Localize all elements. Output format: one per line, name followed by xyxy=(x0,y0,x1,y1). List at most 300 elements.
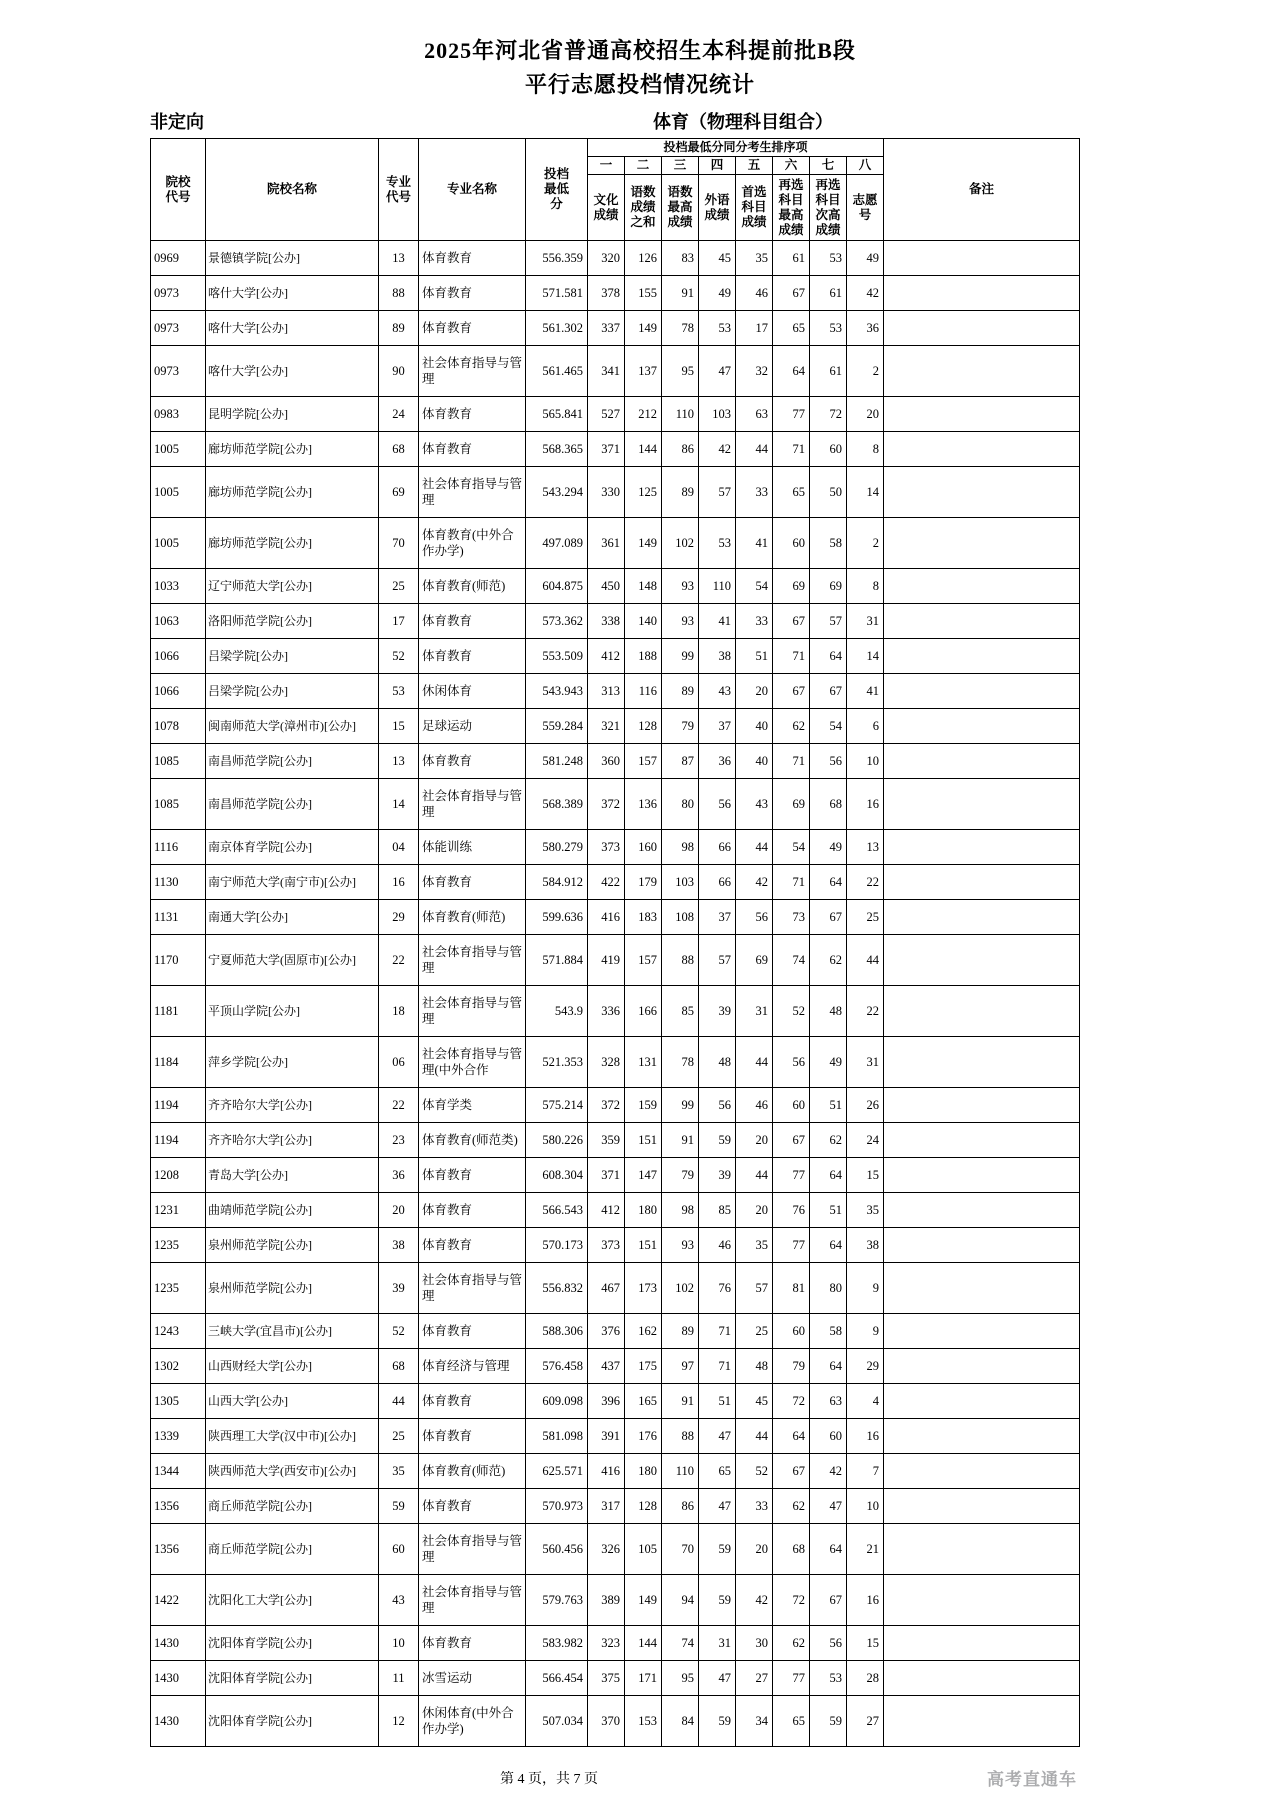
remark-cell xyxy=(884,432,1080,467)
remark-cell xyxy=(884,276,1080,311)
tiebreak-cell-4: 53 xyxy=(699,311,736,346)
tiebreak-cell-4: 41 xyxy=(699,604,736,639)
tiebreak-cell-1: 416 xyxy=(588,1454,625,1489)
tiebreak-cell-5: 33 xyxy=(736,467,773,518)
tiebreak-cell-6: 67 xyxy=(773,1123,810,1158)
tiebreak-cell-5: 40 xyxy=(736,744,773,779)
remark-cell xyxy=(884,1228,1080,1263)
min-score-cell: 579.763 xyxy=(526,1575,588,1626)
college-name-cell: 沈阳体育学院[公办] xyxy=(206,1661,379,1696)
min-score-cell: 604.875 xyxy=(526,569,588,604)
tiebreak-cell-6: 54 xyxy=(773,830,810,865)
tiebreak-cell-4: 71 xyxy=(699,1314,736,1349)
tiebreak-cell-3: 94 xyxy=(662,1575,699,1626)
tiebreak-cell-6: 62 xyxy=(773,709,810,744)
major-code-cell: 13 xyxy=(379,241,419,276)
tiebreak-cell-1: 321 xyxy=(588,709,625,744)
tiebreak-cell-3: 79 xyxy=(662,709,699,744)
tiebreak-cell-7: 62 xyxy=(810,1123,847,1158)
tiebreak-cell-1: 391 xyxy=(588,1419,625,1454)
college-code-cell: 1130 xyxy=(151,865,206,900)
college-name-cell: 曲靖师范学院[公办] xyxy=(206,1193,379,1228)
college-name-cell: 喀什大学[公办] xyxy=(206,311,379,346)
remark-cell xyxy=(884,986,1080,1037)
tiebreak-cell-8: 2 xyxy=(847,346,884,397)
tiebreak-cell-7: 48 xyxy=(810,986,847,1037)
remark-cell xyxy=(884,639,1080,674)
tiebreak-cell-6: 67 xyxy=(773,674,810,709)
college-name-cell: 山西财经大学[公办] xyxy=(206,1349,379,1384)
min-score-cell: 583.982 xyxy=(526,1626,588,1661)
tiebreak-cell-7: 59 xyxy=(810,1696,847,1747)
tiebreak-cell-5: 69 xyxy=(736,935,773,986)
tiebreak-cell-8: 7 xyxy=(847,1454,884,1489)
major-code-cell: 12 xyxy=(379,1696,419,1747)
tiebreak-cell-1: 370 xyxy=(588,1696,625,1747)
college-code-cell: 1005 xyxy=(151,432,206,467)
tiebreak-cell-5: 42 xyxy=(736,1575,773,1626)
category-label: 非定向 xyxy=(150,112,204,132)
tiebreak-cell-3: 108 xyxy=(662,900,699,935)
tiebreak-cell-3: 103 xyxy=(662,865,699,900)
tiebreak-cell-3: 99 xyxy=(662,1088,699,1123)
tiebreak-cell-4: 51 xyxy=(699,1384,736,1419)
college-code-cell: 1194 xyxy=(151,1123,206,1158)
tiebreak-cell-5: 40 xyxy=(736,709,773,744)
tiebreak-cell-2: 176 xyxy=(625,1419,662,1454)
college-code-cell: 1131 xyxy=(151,900,206,935)
tiebreak-cell-3: 86 xyxy=(662,1489,699,1524)
tiebreak-cell-6: 77 xyxy=(773,1661,810,1696)
tiebreak-cell-5: 44 xyxy=(736,1037,773,1088)
college-code-cell: 1430 xyxy=(151,1626,206,1661)
college-name-cell: 闽南师范大学(漳州市)[公办] xyxy=(206,709,379,744)
college-code-cell: 1066 xyxy=(151,639,206,674)
tiebreak-cell-2: 125 xyxy=(625,467,662,518)
college-name-cell: 辽宁师范大学[公办] xyxy=(206,569,379,604)
major-name-cell: 体育教育 xyxy=(419,639,526,674)
min-score-cell: 570.173 xyxy=(526,1228,588,1263)
tiebreak-cell-5: 46 xyxy=(736,1088,773,1123)
min-score-cell: 568.389 xyxy=(526,779,588,830)
tiebreak-cell-1: 361 xyxy=(588,518,625,569)
tiebreak-cell-5: 20 xyxy=(736,674,773,709)
college-code-cell: 0969 xyxy=(151,241,206,276)
min-score-cell: 584.912 xyxy=(526,865,588,900)
header-tiebreak-6: 再选科目最高成绩 xyxy=(773,175,810,241)
major-code-cell: 39 xyxy=(379,1263,419,1314)
college-code-cell: 1430 xyxy=(151,1661,206,1696)
major-code-cell: 04 xyxy=(379,830,419,865)
tiebreak-cell-7: 67 xyxy=(810,674,847,709)
min-score-cell: 566.543 xyxy=(526,1193,588,1228)
tiebreak-cell-5: 54 xyxy=(736,569,773,604)
tiebreak-cell-8: 31 xyxy=(847,604,884,639)
tiebreak-cell-4: 59 xyxy=(699,1123,736,1158)
major-code-cell: 17 xyxy=(379,604,419,639)
remark-cell xyxy=(884,779,1080,830)
major-name-cell: 社会体育指导与管理 xyxy=(419,467,526,518)
tiebreak-cell-7: 42 xyxy=(810,1454,847,1489)
tiebreak-cell-1: 437 xyxy=(588,1349,625,1384)
tiebreak-cell-2: 149 xyxy=(625,1575,662,1626)
tiebreak-cell-1: 396 xyxy=(588,1384,625,1419)
table-row xyxy=(151,1419,1080,1454)
tiebreak-cell-2: 166 xyxy=(625,986,662,1037)
tiebreak-cell-7: 67 xyxy=(810,900,847,935)
remark-cell xyxy=(884,604,1080,639)
tiebreak-cell-4: 37 xyxy=(699,900,736,935)
major-code-cell: 60 xyxy=(379,1524,419,1575)
major-name-cell: 冰雪运动 xyxy=(419,1661,526,1696)
tiebreak-cell-1: 378 xyxy=(588,276,625,311)
tiebreak-cell-7: 51 xyxy=(810,1193,847,1228)
tiebreak-cell-2: 147 xyxy=(625,1158,662,1193)
tiebreak-cell-5: 25 xyxy=(736,1314,773,1349)
tiebreak-cell-6: 65 xyxy=(773,1696,810,1747)
min-score-cell: 609.098 xyxy=(526,1384,588,1419)
table-row xyxy=(151,830,1080,865)
college-code-cell: 1181 xyxy=(151,986,206,1037)
tiebreak-cell-7: 64 xyxy=(810,639,847,674)
tiebreak-cell-3: 110 xyxy=(662,397,699,432)
tiebreak-cell-2: 212 xyxy=(625,397,662,432)
tiebreak-cell-4: 76 xyxy=(699,1263,736,1314)
tiebreak-cell-3: 78 xyxy=(662,311,699,346)
header-major-code: 专业代号 xyxy=(379,139,419,241)
table-row xyxy=(151,311,1080,346)
college-code-cell: 1194 xyxy=(151,1088,206,1123)
tiebreak-cell-8: 16 xyxy=(847,1575,884,1626)
tiebreak-cell-2: 149 xyxy=(625,518,662,569)
tiebreak-cell-5: 57 xyxy=(736,1263,773,1314)
tiebreak-cell-2: 126 xyxy=(625,241,662,276)
tiebreak-cell-8: 6 xyxy=(847,709,884,744)
tiebreak-cell-6: 69 xyxy=(773,569,810,604)
table-row xyxy=(151,432,1080,467)
tiebreak-cell-5: 42 xyxy=(736,865,773,900)
remark-cell xyxy=(884,467,1080,518)
tiebreak-cell-1: 313 xyxy=(588,674,625,709)
tiebreak-cell-6: 62 xyxy=(773,1489,810,1524)
major-code-cell: 53 xyxy=(379,674,419,709)
table-row xyxy=(151,604,1080,639)
tiebreak-cell-1: 317 xyxy=(588,1489,625,1524)
college-name-cell: 陕西师范大学(西安市)[公办] xyxy=(206,1454,379,1489)
tiebreak-cell-1: 320 xyxy=(588,241,625,276)
tiebreak-cell-7: 60 xyxy=(810,432,847,467)
college-name-cell: 南宁师范大学(南宁市)[公办] xyxy=(206,865,379,900)
major-name-cell: 休闲体育 xyxy=(419,674,526,709)
college-name-cell: 沈阳体育学院[公办] xyxy=(206,1696,379,1747)
major-code-cell: 24 xyxy=(379,397,419,432)
tiebreak-cell-5: 52 xyxy=(736,1454,773,1489)
tiebreak-cell-2: 171 xyxy=(625,1661,662,1696)
college-code-cell: 1231 xyxy=(151,1193,206,1228)
college-name-cell: 齐齐哈尔大学[公办] xyxy=(206,1123,379,1158)
college-name-cell: 南京体育学院[公办] xyxy=(206,830,379,865)
major-name-cell: 体育教育 xyxy=(419,1228,526,1263)
remark-cell xyxy=(884,674,1080,709)
tiebreak-cell-6: 81 xyxy=(773,1263,810,1314)
tiebreak-cell-1: 373 xyxy=(588,830,625,865)
tiebreak-cell-5: 33 xyxy=(736,604,773,639)
tiebreak-cell-6: 71 xyxy=(773,432,810,467)
tiebreak-cell-1: 376 xyxy=(588,1314,625,1349)
header-ordinal-7: 七 xyxy=(810,157,847,175)
tiebreak-cell-2: 160 xyxy=(625,830,662,865)
min-score-cell: 507.034 xyxy=(526,1696,588,1747)
tiebreak-cell-2: 144 xyxy=(625,1626,662,1661)
college-code-cell: 1116 xyxy=(151,830,206,865)
tiebreak-cell-1: 527 xyxy=(588,397,625,432)
header-tiebreak-1: 文化成绩 xyxy=(588,175,625,241)
tiebreak-cell-8: 20 xyxy=(847,397,884,432)
tiebreak-cell-4: 42 xyxy=(699,432,736,467)
tiebreak-cell-3: 89 xyxy=(662,467,699,518)
table-row xyxy=(151,397,1080,432)
tiebreak-cell-7: 47 xyxy=(810,1489,847,1524)
table-row xyxy=(151,569,1080,604)
major-code-cell: 23 xyxy=(379,1123,419,1158)
tiebreak-cell-1: 330 xyxy=(588,467,625,518)
tiebreak-cell-7: 49 xyxy=(810,830,847,865)
tiebreak-cell-5: 44 xyxy=(736,1419,773,1454)
remark-cell xyxy=(884,397,1080,432)
major-code-cell: 20 xyxy=(379,1193,419,1228)
table-row xyxy=(151,1524,1080,1575)
table-row xyxy=(151,1193,1080,1228)
college-code-cell: 0983 xyxy=(151,397,206,432)
tiebreak-cell-4: 47 xyxy=(699,1419,736,1454)
tiebreak-cell-8: 4 xyxy=(847,1384,884,1419)
min-score-cell: 608.304 xyxy=(526,1158,588,1193)
tiebreak-cell-3: 79 xyxy=(662,1158,699,1193)
major-name-cell: 社会体育指导与管理 xyxy=(419,779,526,830)
tiebreak-cell-4: 57 xyxy=(699,935,736,986)
college-name-cell: 沈阳体育学院[公办] xyxy=(206,1626,379,1661)
watermark: 高考直通车 xyxy=(987,1770,1077,1789)
major-name-cell: 体育教育 xyxy=(419,1489,526,1524)
tiebreak-cell-3: 91 xyxy=(662,1123,699,1158)
min-score-cell: 571.884 xyxy=(526,935,588,986)
tiebreak-cell-8: 38 xyxy=(847,1228,884,1263)
tiebreak-cell-7: 56 xyxy=(810,744,847,779)
tiebreak-cell-3: 93 xyxy=(662,1228,699,1263)
tiebreak-cell-5: 63 xyxy=(736,397,773,432)
tiebreak-cell-8: 14 xyxy=(847,467,884,518)
college-name-cell: 青岛大学[公办] xyxy=(206,1158,379,1193)
tiebreak-cell-3: 91 xyxy=(662,276,699,311)
tiebreak-cell-8: 31 xyxy=(847,1037,884,1088)
remark-cell xyxy=(884,1454,1080,1489)
major-code-cell: 59 xyxy=(379,1489,419,1524)
tiebreak-cell-1: 371 xyxy=(588,432,625,467)
tiebreak-cell-5: 31 xyxy=(736,986,773,1037)
table-row xyxy=(151,1228,1080,1263)
tiebreak-cell-2: 188 xyxy=(625,639,662,674)
tiebreak-cell-8: 15 xyxy=(847,1626,884,1661)
remark-cell xyxy=(884,1489,1080,1524)
remark-cell xyxy=(884,1314,1080,1349)
remark-cell xyxy=(884,311,1080,346)
remark-cell xyxy=(884,830,1080,865)
tiebreak-cell-4: 37 xyxy=(699,709,736,744)
tiebreak-cell-4: 47 xyxy=(699,1489,736,1524)
tiebreak-cell-6: 76 xyxy=(773,1193,810,1228)
tiebreak-cell-1: 373 xyxy=(588,1228,625,1263)
major-code-cell: 89 xyxy=(379,311,419,346)
tiebreak-cell-6: 67 xyxy=(773,604,810,639)
min-score-cell: 573.362 xyxy=(526,604,588,639)
tiebreak-cell-2: 165 xyxy=(625,1384,662,1419)
tiebreak-cell-7: 64 xyxy=(810,865,847,900)
remark-cell xyxy=(884,569,1080,604)
tiebreak-cell-1: 422 xyxy=(588,865,625,900)
tiebreak-cell-4: 56 xyxy=(699,1088,736,1123)
tiebreak-cell-3: 102 xyxy=(662,1263,699,1314)
tiebreak-cell-6: 74 xyxy=(773,935,810,986)
min-score-cell: 571.581 xyxy=(526,276,588,311)
tiebreak-cell-7: 63 xyxy=(810,1384,847,1419)
college-name-cell: 昆明学院[公办] xyxy=(206,397,379,432)
tiebreak-cell-6: 52 xyxy=(773,986,810,1037)
college-name-cell: 南昌师范学院[公办] xyxy=(206,744,379,779)
header-tiebreak-7: 再选科目次高成绩 xyxy=(810,175,847,241)
tiebreak-cell-7: 53 xyxy=(810,311,847,346)
tiebreak-cell-8: 42 xyxy=(847,276,884,311)
tiebreak-cell-2: 148 xyxy=(625,569,662,604)
major-name-cell: 体育教育(师范类) xyxy=(419,1123,526,1158)
table-row xyxy=(151,1696,1080,1747)
tiebreak-cell-6: 77 xyxy=(773,397,810,432)
tiebreak-cell-2: 116 xyxy=(625,674,662,709)
min-score-cell: 559.284 xyxy=(526,709,588,744)
major-code-cell: 06 xyxy=(379,1037,419,1088)
min-score-cell: 576.458 xyxy=(526,1349,588,1384)
major-name-cell: 体育教育 xyxy=(419,1384,526,1419)
tiebreak-cell-7: 64 xyxy=(810,1228,847,1263)
header-min-score: 投档最低分 xyxy=(526,139,588,241)
tiebreak-cell-6: 72 xyxy=(773,1575,810,1626)
major-code-cell: 10 xyxy=(379,1626,419,1661)
tiebreak-cell-5: 30 xyxy=(736,1626,773,1661)
tiebreak-cell-7: 58 xyxy=(810,518,847,569)
min-score-cell: 575.214 xyxy=(526,1088,588,1123)
table-body xyxy=(151,241,1080,1747)
college-code-cell: 1344 xyxy=(151,1454,206,1489)
college-name-cell: 宁夏师范大学(固原市)[公办] xyxy=(206,935,379,986)
table-row xyxy=(151,1349,1080,1384)
min-score-cell: 580.226 xyxy=(526,1123,588,1158)
tiebreak-cell-5: 45 xyxy=(736,1384,773,1419)
tiebreak-cell-7: 64 xyxy=(810,1349,847,1384)
tiebreak-cell-5: 41 xyxy=(736,518,773,569)
tiebreak-cell-2: 151 xyxy=(625,1228,662,1263)
tiebreak-cell-5: 44 xyxy=(736,830,773,865)
tiebreak-cell-4: 103 xyxy=(699,397,736,432)
tiebreak-cell-3: 78 xyxy=(662,1037,699,1088)
tiebreak-cell-4: 45 xyxy=(699,241,736,276)
tiebreak-cell-8: 25 xyxy=(847,900,884,935)
table-row xyxy=(151,1489,1080,1524)
tiebreak-cell-8: 44 xyxy=(847,935,884,986)
table-row xyxy=(151,346,1080,397)
tiebreak-cell-5: 46 xyxy=(736,276,773,311)
header-college-name: 院校名称 xyxy=(206,139,379,241)
major-name-cell: 社会体育指导与管理 xyxy=(419,986,526,1037)
header-major-name: 专业名称 xyxy=(419,139,526,241)
tiebreak-cell-8: 8 xyxy=(847,569,884,604)
min-score-cell: 570.973 xyxy=(526,1489,588,1524)
tiebreak-cell-2: 140 xyxy=(625,604,662,639)
college-name-cell: 齐齐哈尔大学[公办] xyxy=(206,1088,379,1123)
major-name-cell: 体育教育 xyxy=(419,1419,526,1454)
table-row xyxy=(151,1575,1080,1626)
tiebreak-cell-6: 73 xyxy=(773,900,810,935)
tiebreak-cell-8: 16 xyxy=(847,1419,884,1454)
major-name-cell: 社会体育指导与管理(中外合作 xyxy=(419,1037,526,1088)
tiebreak-cell-4: 66 xyxy=(699,865,736,900)
header-tiebreak-4: 外语成绩 xyxy=(699,175,736,241)
remark-cell xyxy=(884,1158,1080,1193)
tiebreak-cell-2: 136 xyxy=(625,779,662,830)
tiebreak-cell-2: 180 xyxy=(625,1454,662,1489)
tiebreak-cell-6: 60 xyxy=(773,518,810,569)
tiebreak-cell-1: 412 xyxy=(588,639,625,674)
major-name-cell: 体育教育(师范) xyxy=(419,569,526,604)
tiebreak-cell-3: 87 xyxy=(662,744,699,779)
major-name-cell: 体育教育 xyxy=(419,1314,526,1349)
college-name-cell: 萍乡学院[公办] xyxy=(206,1037,379,1088)
remark-cell xyxy=(884,709,1080,744)
table-row xyxy=(151,1314,1080,1349)
tiebreak-cell-1: 359 xyxy=(588,1123,625,1158)
major-code-cell: 14 xyxy=(379,779,419,830)
major-name-cell: 社会体育指导与管理 xyxy=(419,935,526,986)
college-code-cell: 1339 xyxy=(151,1419,206,1454)
tiebreak-cell-8: 21 xyxy=(847,1524,884,1575)
tiebreak-cell-6: 62 xyxy=(773,1626,810,1661)
major-name-cell: 体育教育 xyxy=(419,432,526,467)
college-code-cell: 1235 xyxy=(151,1228,206,1263)
tiebreak-cell-2: 173 xyxy=(625,1263,662,1314)
tiebreak-cell-6: 71 xyxy=(773,639,810,674)
min-score-cell: 625.571 xyxy=(526,1454,588,1489)
tiebreak-cell-6: 56 xyxy=(773,1037,810,1088)
college-name-cell: 三峡大学(宜昌市)[公办] xyxy=(206,1314,379,1349)
college-name-cell: 吕梁学院[公办] xyxy=(206,674,379,709)
college-code-cell: 0973 xyxy=(151,311,206,346)
college-name-cell: 喀什大学[公办] xyxy=(206,346,379,397)
tiebreak-cell-5: 48 xyxy=(736,1349,773,1384)
tiebreak-cell-4: 39 xyxy=(699,986,736,1037)
table-row xyxy=(151,865,1080,900)
tiebreak-cell-5: 43 xyxy=(736,779,773,830)
college-code-cell: 1085 xyxy=(151,779,206,830)
min-score-cell: 553.509 xyxy=(526,639,588,674)
header-remark: 备注 xyxy=(884,139,1080,241)
tiebreak-cell-2: 128 xyxy=(625,1489,662,1524)
college-code-cell: 1422 xyxy=(151,1575,206,1626)
tiebreak-cell-1: 450 xyxy=(588,569,625,604)
min-score-cell: 561.465 xyxy=(526,346,588,397)
table-row xyxy=(151,1384,1080,1419)
tiebreak-cell-1: 328 xyxy=(588,1037,625,1088)
page-titles xyxy=(0,0,1280,102)
major-name-cell: 社会体育指导与管理 xyxy=(419,1575,526,1626)
tiebreak-cell-4: 46 xyxy=(699,1228,736,1263)
